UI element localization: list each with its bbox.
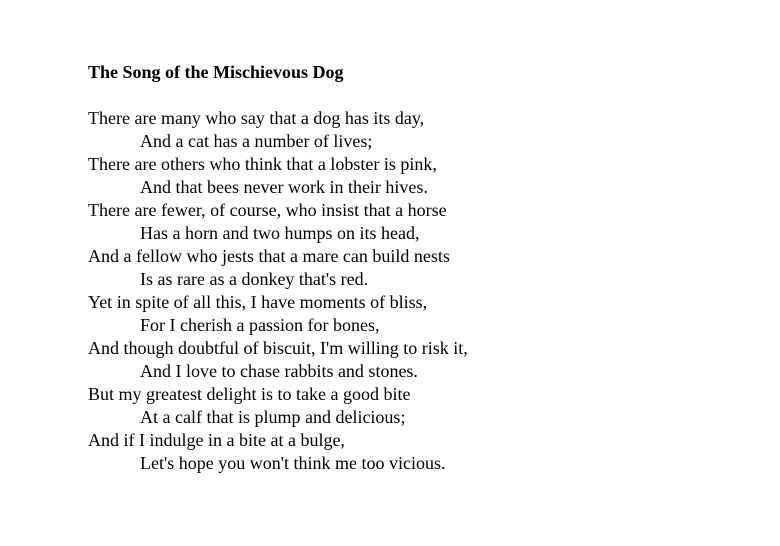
poem-line: And that bees never work in their hives.: [140, 177, 428, 197]
poem-line: But my greatest delight is to take a good bite: [88, 384, 411, 404]
poem-line: Is as rare as a donkey that's red.: [140, 269, 369, 289]
poem-line: And a fellow who jests that a mare can build nests: [88, 246, 450, 266]
document-page: [88, 60, 768, 475]
poem-line: Has a horn and two humps on its head,: [140, 223, 420, 243]
poem-line: There are others who think that a lobster is pink,: [88, 154, 437, 174]
poem-body: [88, 107, 768, 475]
poem-line: There are many who say that a dog has its day,: [88, 108, 425, 128]
poem-line: Let's hope you won't think me too vicious.: [140, 453, 446, 473]
poem-title: The Song of the Mischievous Dog: [88, 62, 344, 82]
poem-line: Yet in spite of all this, I have moments of bliss,: [88, 292, 428, 312]
poem-line: And though doubtful of biscuit, I'm willing to risk it,: [88, 338, 468, 358]
poem-line: For I cherish a passion for bones,: [140, 315, 380, 335]
poem-line: And if I indulge in a bite at a bulge,: [88, 430, 345, 450]
poem-line: There are fewer, of course, who insist that a horse: [88, 200, 447, 220]
poem-line: At a calf that is plump and delicious;: [140, 407, 406, 427]
poem-line: And a cat has a number of lives;: [140, 131, 373, 151]
poem-line: And I love to chase rabbits and stones.: [140, 361, 418, 381]
